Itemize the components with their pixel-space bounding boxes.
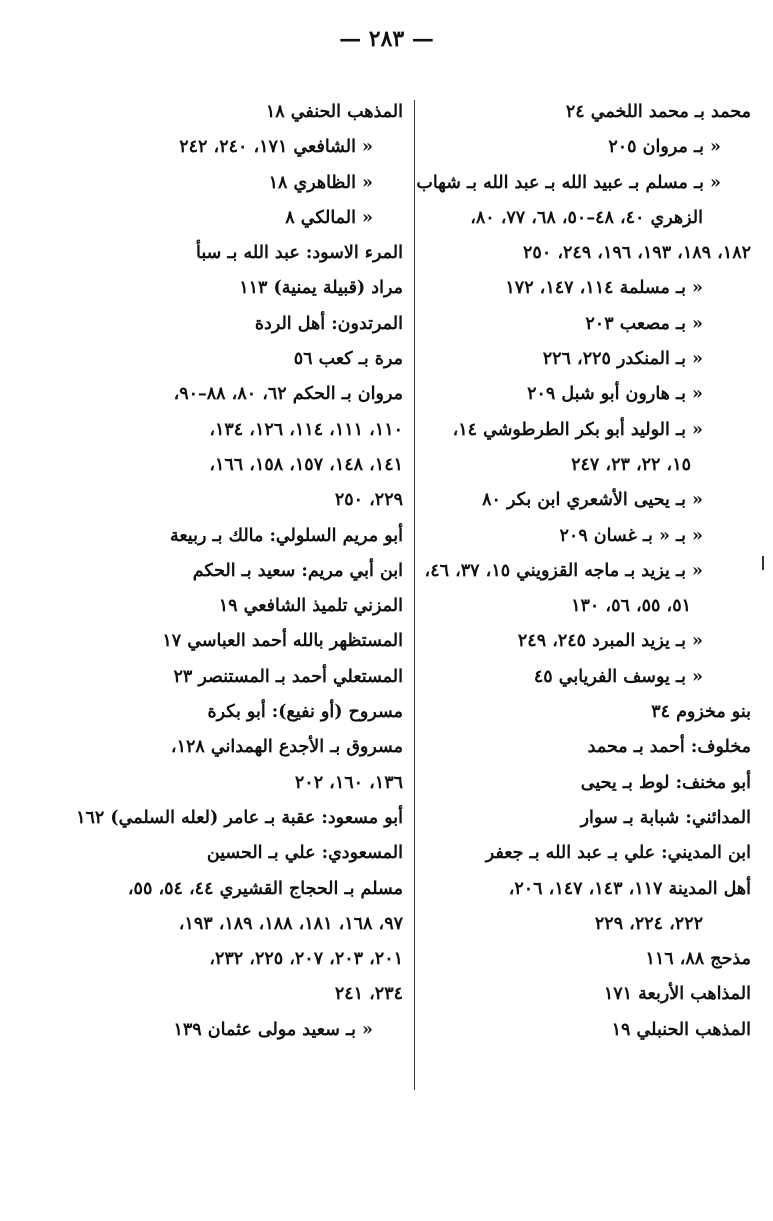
index-entry: ١٤١، ١٤٨، ١٥٧، ١٥٨، ١٦٦، [209,454,403,475]
index-entry: ٢٣٤، ٢٤١ [334,984,403,1005]
index-entry: ٢٠١، ٢٠٣، ٢٠٧، ٢٢٥، ٢٣٢، [209,949,403,970]
index-entry: بنو مخزوم ٣٤ [651,702,751,723]
index-entry: المرء الاسود: عبد الله بـ سبأ [195,243,403,264]
index-entry: مخلوف: أحمد بـ محمد [587,737,751,758]
index-entry: « بـ يزيد المبرد ٢٤٥، ٢٤٩ [517,631,703,652]
index-entry: مذحج ٨٨، ١١٦ [645,949,751,970]
index-column-right [391,95,751,1048]
index-entry: الزهري ٤٠، ٤٨–٥٠، ٦٨، ٧٧، ٨٠، [470,207,703,228]
index-entry: « المالكي ٨ [285,207,373,228]
page-number: — ٢٨٣ — [339,26,434,52]
index-entry: « بـ مروان ٢٠٥ [608,137,721,158]
index-entry: مراد (قبيلة يمنية) ١١٣ [239,278,403,299]
index-entry: ١٣٦، ١٦٠، ٢٠٢ [294,772,403,793]
index-entry: ١٨٢، ١٨٩، ١٩٣، ١٩٦، ٢٤٩، ٢٥٠ [523,243,751,264]
index-entry: محمد بـ محمد اللخمي ٢٤ [565,102,751,122]
index-entry: مسروح (أو نفيع): أبو بكرة [207,702,403,723]
index-entry: مسروق بـ الأجدع الهمداني ١٢٨، [170,737,403,758]
index-entry: « بـ مسلم بـ عبيد الله بـ عبد الله بـ شهاب [416,172,721,193]
index-entry: أبو مريم السلولي: مالك بـ ربيعة [169,525,403,546]
index-entry: مروان بـ الحكم ٦٢، ٨٠، ٨٨–٩٠، [173,384,403,405]
index-entry: « الشافعي ١٧١، ٢٤٠، ٢٤٢ [179,137,373,158]
index-entry: أبو مسعود: عقبة بـ عامر (لعله السلمي) ١٦٢ [76,807,403,828]
index-entry: « بـ مسلمة ١١٤، ١٤٧، ١٧٢ [505,278,703,299]
index-entry: « بـ سعيد مولى عثمان ١٣٩ [173,1019,373,1040]
index-entry: المستظهر بالله أحمد العباسي ١٧ [162,631,403,652]
index-entry: ١٥، ٢٢، ٢٣، ٢٤٧ [571,454,691,475]
index-entry: « بـ « بـ غسان ٢٠٩ [559,525,703,546]
index-entry: المزني تلميذ الشافعي ١٩ [218,596,403,617]
index-entry: مسلم بـ الحجاج القشيري ٤٤، ٥٤، ٥٥، [127,878,403,899]
index-entry: المدائني: شبابة بـ سوار [580,807,751,828]
index-entry: ابن أبي مريم: سعيد بـ الحكم [192,560,403,581]
index-entry: « الظاهري ١٨ [268,172,373,193]
index-entry: المذاهب الأربعة ١٧١ [603,984,751,1005]
index-entry: « بـ يحيى الأشعري ابن بكر ٨٠ [482,490,703,511]
index-column-left [63,95,403,1048]
index-entry: المذهب الحنفي ١٨ [265,102,403,122]
index-entry: ٥١، ٥٥، ٥٦، ١٣٠ [571,596,691,617]
index-entry: المرتدون: أهل الردة [254,313,403,334]
index-entry: مرة بـ كعب ٥٦ [293,349,403,370]
index-entry: المستعلي أحمد بـ المستنصر ٢٣ [173,666,403,687]
index-entry: المذهب الحنبلي ١٩ [611,1019,751,1040]
index-entry: ٩٧، ١٦٨، ١٨١، ١٨٨، ١٨٩، ١٩٣، [178,913,403,934]
index-entry: ١١٠، ١١١، ١١٤، ١٢٦، ١٣٤، [209,419,403,440]
column-divider [414,100,415,1090]
index-entry: « بـ مصعب ٢٠٣ [585,313,703,334]
index-entry: ٢٢٩، ٢٥٠ [334,490,403,511]
index-entry: ابن المديني: علي بـ عبد الله بـ جعفر [485,843,751,864]
index-entry: أهل المدينة ١١٧، ١٤٣، ١٤٧، ٢٠٦، [508,878,751,899]
index-entry: « بـ يوسف الفريابي ٤٥ [533,666,703,687]
index-entry: « بـ المنكدر ٢٢٥، ٢٢٦ [542,349,703,370]
index-entry: « بـ الوليد أبو بكر الطرطوشي ١٤، [452,419,703,440]
margin-mark [762,556,764,570]
index-entry: أبو مخنف: لوط بـ يحيى [580,772,751,793]
index-entry: المسعودي: علي بـ الحسين [206,843,403,864]
index-entry: « بـ يزيد بـ ماجه القزويني ١٥، ٣٧، ٤٦، [424,560,703,581]
index-entry: ٢٢٢، ٢٢٤، ٢٢٩ [594,913,703,934]
index-entry: « بـ هارون أبو شبل ٢٠٩ [527,384,703,405]
